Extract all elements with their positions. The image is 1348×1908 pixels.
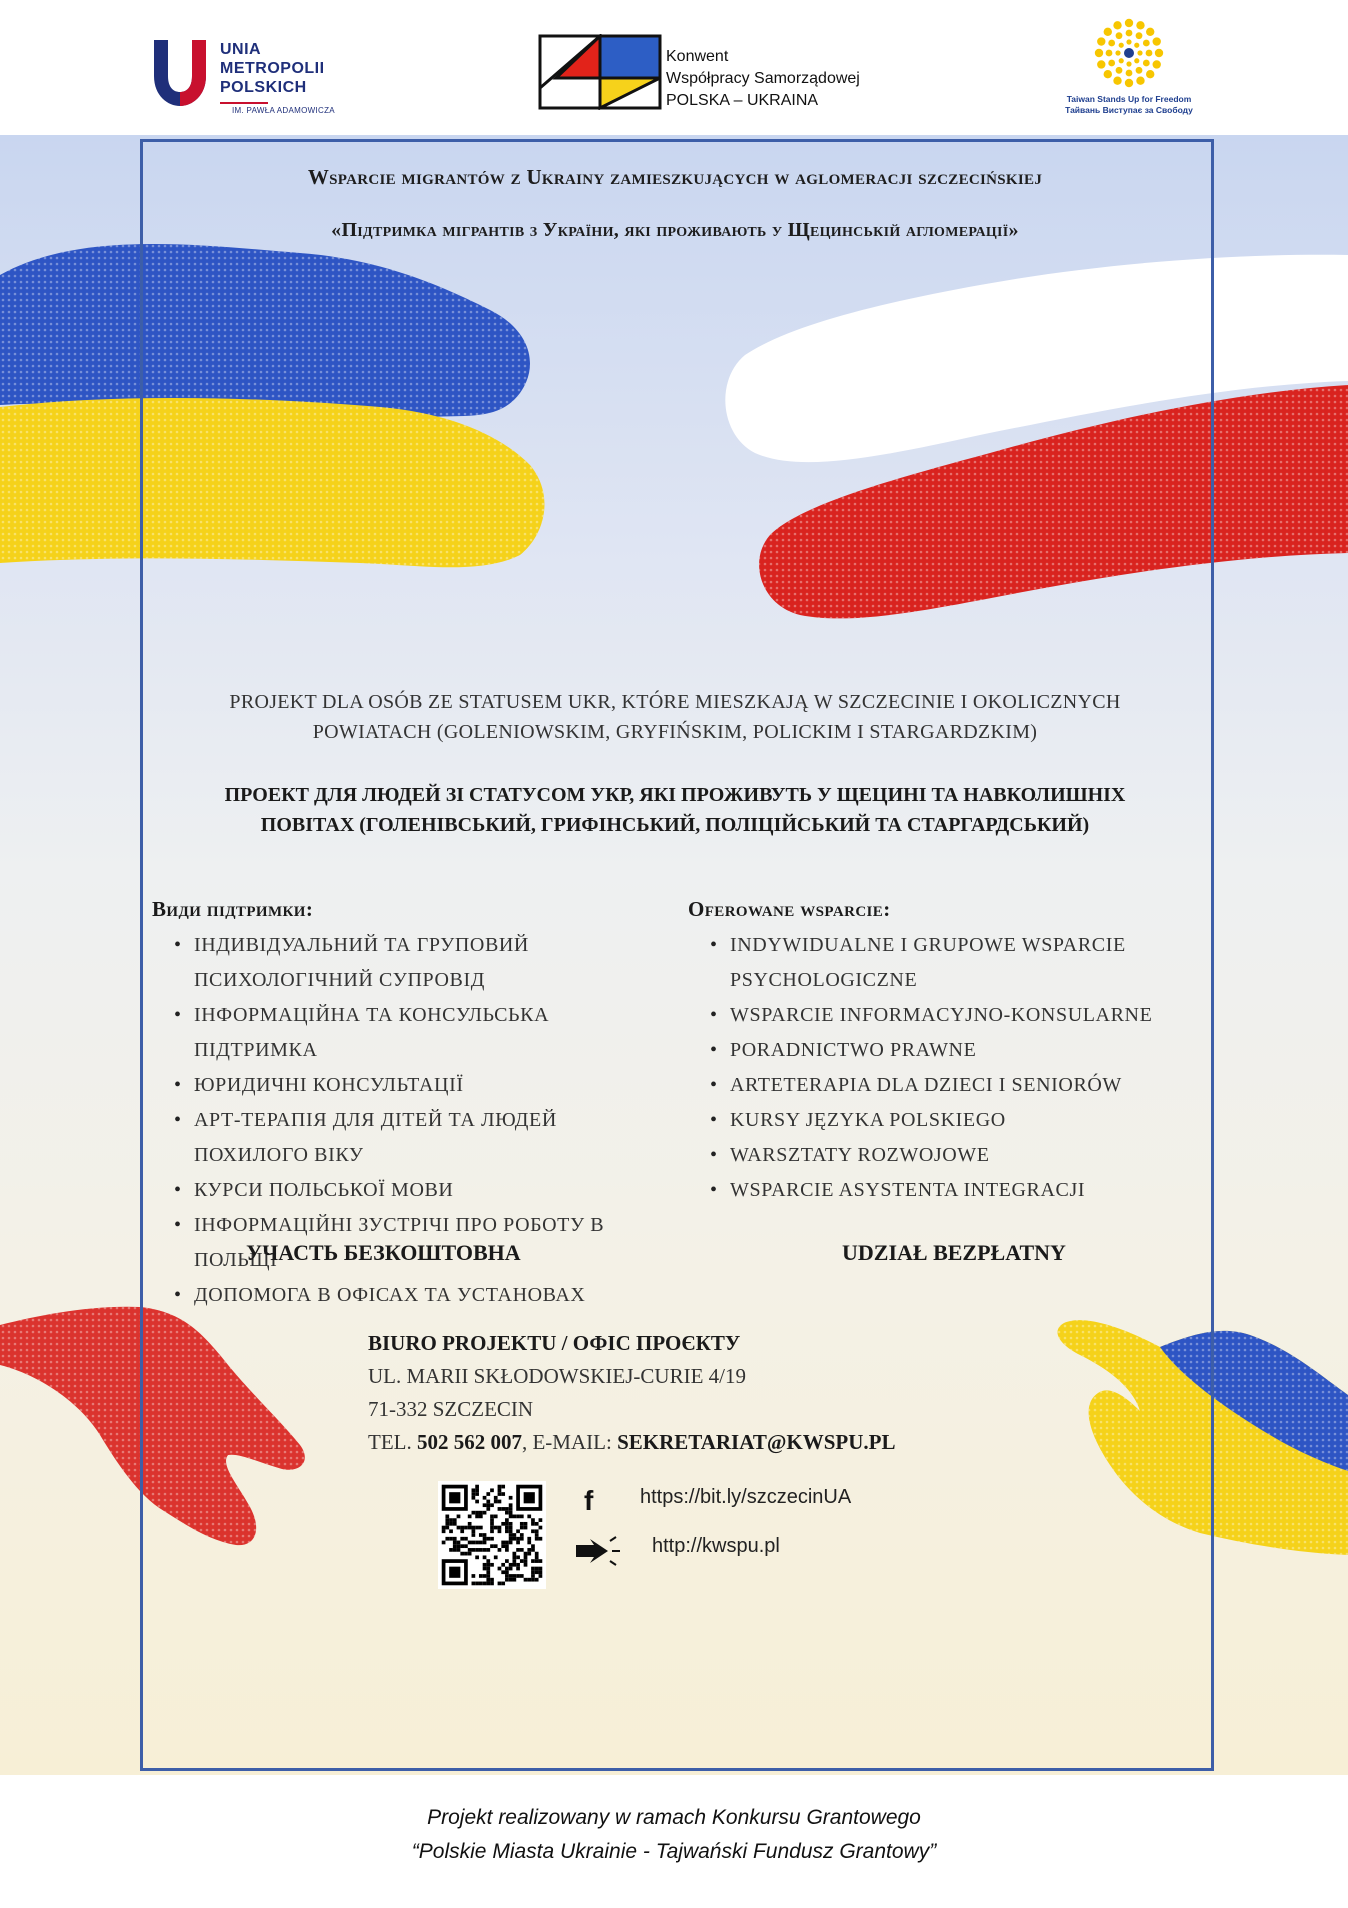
list-item: • INDYWIDUALNE I GRUPOWE WSPARCIE PSYCHOLOGICZNE bbox=[688, 928, 1198, 998]
qr-code[interactable] bbox=[438, 1481, 546, 1589]
intro-ukrainian-line-2: ПОВІТАХ (ГОЛЕНІВСЬКИЙ, ГРИФІНСЬКИЙ, ПОЛІЦІЙСЬКИЙ ТА СТАРГАРДСЬКИЙ) bbox=[260, 814, 1090, 836]
email-address[interactable]: SEKRETARIAT@KWSPU.PL bbox=[617, 1430, 896, 1454]
list-item: • WSPARCIE INFORMACYJNO-KONSULARNE bbox=[688, 998, 1198, 1033]
intro-polish-line-1: PROJEKT DLA OSÓB ZE STATUSEM UKR, KTÓRE MIESZKAJĄ W SZCZECINIE I OKOLICZNYCH bbox=[229, 691, 1121, 713]
list-item: • ІНФОРМАЦІЙНІ ЗУСТРІЧІ ПРО РОБОТУ В ПОЛЬЩІ bbox=[152, 1208, 672, 1278]
intro-polish-line-2: POWIATACH (GOLENIOWSKIM, GRYFIŃSKIM, POLICKIM I STARGARDZKIM) bbox=[312, 721, 1038, 743]
kwspu-logo bbox=[538, 34, 908, 114]
intro-ukrainian-line-1: ПРОЕКТ ДЛЯ ЛЮДЕЙ ЗІ СТАТУСОМ УКР, ЯКІ ПРОЖИВУТЬ У ЩЕЦИНІ ТА НАВКОЛИШНІХ bbox=[224, 784, 1126, 806]
free-participation-ukrainian: УЧАСТЬ БЕЗКОШТОВНА bbox=[246, 1240, 521, 1265]
ump-logo bbox=[150, 36, 350, 121]
list-item: • PORADNICTWO PRAWNE bbox=[688, 1033, 1198, 1068]
ump-name bbox=[220, 40, 325, 97]
ump-line-2: METROPOLII bbox=[220, 60, 325, 77]
ump-divider bbox=[220, 102, 268, 104]
taiwan-logo bbox=[1054, 18, 1204, 128]
kwspu-line-3: POLSKA – UKRAINA bbox=[666, 92, 819, 109]
list-item: • ARTETERAPIA DLA DZIECI I SENIORÓW bbox=[688, 1068, 1198, 1103]
project-office-contact bbox=[368, 1327, 1068, 1459]
office-street: UL. MARII SKŁODOWSKIEJ-CURIE 4/19 bbox=[368, 1364, 746, 1388]
ump-subtitle: IM. PAWŁA ADAMOWICZA bbox=[232, 106, 335, 115]
ump-line-3: POLSKICH bbox=[220, 79, 307, 96]
list-item: • ЮРИДИЧНІ КОНСУЛЬТАЦІЇ bbox=[152, 1068, 672, 1103]
intro-polish bbox=[170, 687, 1180, 747]
office-heading: BIURO PROJEKTU / ОФІС ПРОЄКТУ bbox=[368, 1331, 741, 1355]
support-heading-polish: Oferowane wsparcie: bbox=[688, 897, 891, 921]
footer-line-2: “Polskie Miasta Ukrainie - Tajwański Fundusz Grantowy” bbox=[411, 1840, 937, 1863]
list-item: • КУРСИ ПОЛЬСЬКОЇ МОВИ bbox=[152, 1173, 672, 1208]
phone-label: TEL. bbox=[368, 1430, 412, 1454]
list-item: • АРТ-ТЕРАПІЯ ДЛЯ ДІТЕЙ ТА ЛЮДЕЙ ПОХИЛОГО ВІКУ bbox=[152, 1103, 672, 1173]
kwspu-mark-icon bbox=[538, 34, 662, 110]
kwspu-line-1: Konwent bbox=[666, 48, 729, 65]
intro-ukrainian bbox=[150, 780, 1200, 840]
title-ukrainian: «Підтримка мігрантів з України, які проживають у Щецинській агломерації» bbox=[331, 219, 1019, 241]
office-city: 71-332 SZCZECIN bbox=[368, 1397, 534, 1421]
kwspu-name bbox=[666, 46, 860, 112]
support-list-polish bbox=[688, 897, 1198, 1208]
list-item: • ІНДИВІДУАЛЬНИЙ ТА ГРУПОВИЙ ПСИХОЛОГІЧНИЙ СУПРОВІД bbox=[152, 928, 672, 998]
kwspu-line-2: Współpracy Samorządowej bbox=[666, 70, 860, 87]
list-item: • KURSY JĘZYKA POLSKIEGO bbox=[688, 1103, 1198, 1138]
taiwan-caption-en: Taiwan Stands Up for Freedom bbox=[1066, 94, 1192, 104]
poster bbox=[0, 135, 1348, 1775]
facebook-link[interactable]: https://bit.ly/szczecinUA bbox=[640, 1486, 852, 1508]
phone-number[interactable]: 502 562 007 bbox=[416, 1430, 522, 1454]
header-logos bbox=[0, 0, 1348, 135]
list-item: • WARSZTATY ROZWOJOWE bbox=[688, 1138, 1198, 1173]
footer-line-1: Projekt realizowany w ramach Konkursu Grantowego bbox=[427, 1806, 921, 1829]
ump-u-mark-icon bbox=[150, 36, 210, 108]
cursor-click-icon bbox=[574, 1535, 622, 1567]
office-phone-email bbox=[368, 1426, 1068, 1459]
list-item: • WSPARCIE ASYSTENTA INTEGRACJI bbox=[688, 1173, 1198, 1208]
footer-grant-note bbox=[0, 1775, 1348, 1908]
website-link[interactable]: http://kwspu.pl bbox=[652, 1535, 780, 1557]
taiwan-sun-dots-icon bbox=[1094, 18, 1164, 88]
free-participation-polish: UDZIAŁ BEZPŁATNY bbox=[842, 1240, 1066, 1265]
taiwan-caption-ua: Тайвань Виступає за Свободу bbox=[1065, 105, 1193, 115]
facebook-icon: f bbox=[584, 1485, 594, 1516]
support-heading-ukrainian: Види підтримки: bbox=[152, 897, 314, 921]
ump-line-1: UNIA bbox=[220, 41, 262, 58]
list-item: • ДОПОМОГА В ОФІСАХ ТА УСТАНОВАХ bbox=[152, 1278, 672, 1313]
email-label: , E-MAIL: bbox=[521, 1430, 612, 1454]
title-polish: Wsparcie migrantów z Ukrainy zamieszkujących w aglomeracji szczecińskiej bbox=[307, 165, 1043, 189]
list-item: • ІНФОРМАЦІЙНА ТА КОНСУЛЬСЬКА ПІДТРИМКА bbox=[152, 998, 672, 1068]
taiwan-caption bbox=[1054, 94, 1204, 116]
